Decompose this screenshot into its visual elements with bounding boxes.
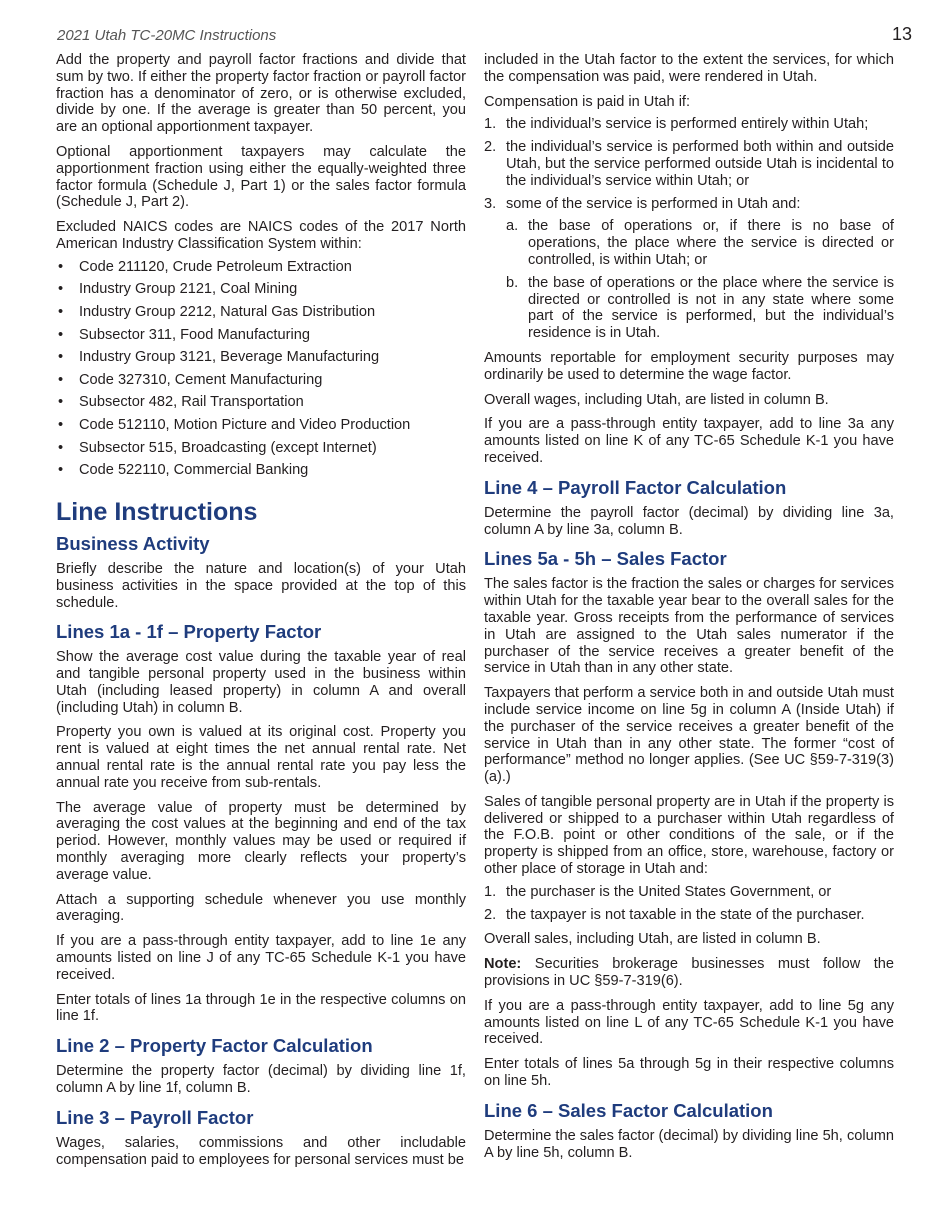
sales-factor-heading: Lines 5a - 5h – Sales Factor (484, 548, 727, 570)
employment-security-paragraph: Amounts reportable for employment security purposes may ordinarily be used to determine the wage factor. (484, 349, 894, 383)
list-item: 2. the taxpayer is not taxable in the state of the purchaser. (484, 906, 865, 923)
list-item: 2. the individual’s service is performed both within and outside Utah, but the service performed outside Utah is incidental to the individual’s service within Utah; or (484, 139, 894, 189)
overall-sales-paragraph: Overall sales, including Utah, are listed in column B. (484, 931, 821, 948)
payroll-factor-heading: Line 3 – Payroll Factor (56, 1106, 254, 1128)
securities-note: Note: Securities brokerage businesses must follow the provisions in UC §59-7-319(6). (484, 956, 894, 990)
property-factor-paragraph: The average value of property must be determined by averaging the cost values at the beginning and end of the tax period. However, monthly values may be used or required if monthly averaging more clearly reflects your property’s average value. (56, 799, 466, 883)
note-label: Note: (484, 956, 522, 973)
compensation-intro: Compensation is paid in Utah if: (484, 93, 691, 110)
apportionment-paragraph: Add the property and payroll factor fractions and divide that sum by two. If either the property factor fraction or payroll factor fraction has a denominator of zero, or is otherwise excluded, divide by one. If the average is greater than 50 percent, you are an optional apportionment taxpayer. (56, 52, 466, 136)
bullet-icon: • (58, 394, 64, 411)
payroll-factor-calculation-heading: Line 4 – Payroll Factor Calculation (484, 476, 787, 498)
document-header-title: 2021 Utah TC-20MC Instructions (57, 27, 277, 44)
overall-wages-paragraph: Overall wages, including Utah, are listed in column B. (484, 391, 829, 408)
list-item: • Subsector 482, Rail Transportation (58, 394, 304, 411)
list-item: • Code 211120, Crude Petroleum Extraction (58, 258, 352, 275)
bullet-icon: • (58, 416, 64, 433)
list-item: • Industry Group 2121, Coal Mining (58, 281, 298, 298)
payroll-continued-paragraph: included in the Utah factor to the extent the services, for which the compensation was paid, were rendered in Utah. (484, 52, 894, 85)
bullet-icon: • (58, 349, 64, 366)
compensation-sub-list (506, 218, 894, 342)
list-item: 1. the purchaser is the United States Government, or (484, 883, 832, 900)
sales-factor-paragraph: The sales factor is the fraction the sales or charges for services within Utah for the taxable year bear to the overall sales for the taxable year. Gross receipts from the performance of services in Utah are assigned to the Utah sales numerator if the purchaser of the service receives a greater benefit of the service in Utah than in any other state. (484, 576, 894, 677)
payroll-factor-text: Wages, salaries, commissions and other includable compensation paid to employees for personal services must be (56, 1134, 466, 1168)
right-column (484, 52, 894, 1169)
bullet-icon: • (58, 303, 64, 320)
bullet-icon: • (58, 371, 64, 388)
line-instructions-heading: Line Instructions (56, 497, 258, 526)
business-activity-heading: Business Activity (56, 532, 210, 554)
bullet-icon: • (58, 326, 64, 343)
property-factor-paragraph: Enter totals of lines 1a through 1e in the respective columns on line 1f. (56, 991, 466, 1025)
compensation-list (484, 116, 894, 342)
bullet-icon: • (58, 439, 64, 456)
bullet-icon: • (58, 258, 64, 275)
list-item: • Industry Group 3121, Beverage Manufacturing (58, 349, 380, 366)
bullet-icon: • (58, 281, 64, 298)
sales-conditions-list (484, 884, 894, 924)
property-factor-paragraph: Show the average cost value during the taxable year of real and tangible personal property used in the business within Utah (including leased property) in column A and overall (including Utah) in column B. (56, 649, 466, 716)
property-factor-paragraph: If you are a pass-through entity taxpayer, add to line 1e any amounts listed on line J of any TC-65 Schedule K-1 you have received. (56, 933, 466, 983)
left-column (56, 52, 466, 1176)
property-factor-calculation-heading: Line 2 – Property Factor Calculation (56, 1035, 373, 1057)
bullet-icon: • (58, 462, 64, 479)
property-factor-paragraph: Property you own is valued at its original cost. Property you rent is valued at eight times the net annual rental rate. Net annual rental rate is the annual rental rate you pay less the annual rate you receive from sub-rentals. (56, 724, 466, 791)
optional-apportionment-paragraph: Optional apportionment taxpayers may calculate the apportionment fraction using either the equally-weighted three factor formula (Schedule J, Part 1) or the sales factor formula (Schedule J, Part 2). (56, 143, 466, 211)
sales-factor-paragraph: Sales of tangible personal property are in Utah if the property is delivered or shipped to a purchaser within Utah regardless of the F.O.B. point or other conditions of the sale, or if the property is shipped from an office, store, warehouse, factory or other place of storage in Utah and: (484, 793, 894, 878)
page-number: 13 (892, 24, 913, 44)
list-item: • Subsector 311, Food Manufacturing (58, 326, 310, 343)
property-factor-paragraph: Attach a supporting schedule whenever you use monthly averaging. (56, 891, 466, 925)
sales-factor-calculation-text: Determine the sales factor (decimal) by dividing line 5h, column A by line 5h, column B. (484, 1127, 894, 1161)
list-item: • Subsector 515, Broadcasting (except Internet) (58, 439, 377, 456)
list-item: 1. the individual’s service is performed entirely within Utah; (484, 116, 869, 133)
list-item: • Industry Group 2212, Natural Gas Distribution (58, 303, 376, 320)
sales-factor-paragraph: Taxpayers that perform a service both in and outside Utah must include service income on line 5g in column A (Inside Utah) if the purchaser of the service receives a greater benefit of the service in Utah than in any other state. The former “cost of performance” method no longer applies. (See UC §59-7-319(3)(a).) (484, 685, 894, 786)
list-item: b. the base of operations or the place where the service is directed or controlled is not in any state where some part of the service is performed, but the individual’s residence is in Utah. (506, 274, 894, 342)
list-item: • Code 512110, Motion Picture and Video Production (58, 416, 411, 433)
sales-factor-calculation-heading: Line 6 – Sales Factor Calculation (484, 1099, 773, 1121)
list-item: a. the base of operations or, if there is no base of operations, the place where the service is directed or controlled, is within Utah; or (506, 218, 894, 268)
excluded-naics-intro: Excluded NAICS codes are NAICS codes of the 2017 North American Industry Classification System within: (56, 219, 466, 252)
property-factor-calculation-text: Determine the property factor (decimal) by dividing line 1f, column A by line 1f, column B. (56, 1063, 466, 1097)
list-item: 3. some of the service is performed in Utah and: a. the base of operations or, if there is no base of operations, the place where the service is directed or controlled, is within Utah; or b. the base of operations or the place where the service is directed or controlled is not in any state where some part of the service is performed, but the individual’s residence is in Utah. (484, 195, 894, 342)
list-item: • Code 522110, Commercial Banking (58, 462, 309, 479)
pass-through-wages-paragraph: If you are a pass-through entity taxpayer, add to line 3a any amounts listed on line K of any TC-65 Schedule K-1 you have received. (484, 416, 894, 466)
sales-totals-paragraph: Enter totals of lines 5a through 5g in their respective columns on line 5h. (484, 1056, 894, 1090)
business-activity-text: Briefly describe the nature and location(s) of your Utah business activities in the space provided at the top of this schedule. (56, 560, 466, 611)
payroll-factor-calculation-text: Determine the payroll factor (decimal) by dividing line 3a, column A by line 3a, column B. (484, 504, 894, 538)
pass-through-sales-paragraph: If you are a pass-through entity taxpayer, add to line 5g any amounts listed on line L of any TC-65 Schedule K-1 you have received. (484, 997, 894, 1048)
list-item: • Code 327310, Cement Manufacturing (58, 371, 323, 388)
naics-list (56, 259, 466, 479)
property-factor-heading: Lines 1a - 1f – Property Factor (56, 621, 322, 643)
